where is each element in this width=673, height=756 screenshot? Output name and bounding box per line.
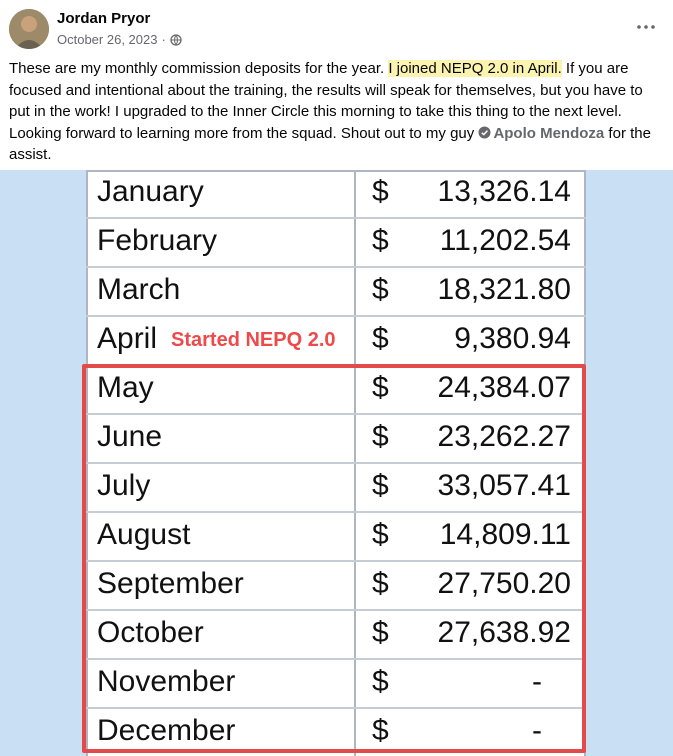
table-row bbox=[86, 268, 586, 317]
amount-value: 33,057.41 bbox=[437, 469, 571, 502]
more-horizontal-icon bbox=[637, 25, 655, 29]
month-label: February bbox=[97, 224, 218, 257]
row-annotation: Started NEPQ 2.0 bbox=[171, 329, 336, 351]
amount-value: 9,380.94 bbox=[454, 322, 571, 355]
table-row bbox=[86, 170, 586, 219]
avatar[interactable] bbox=[9, 9, 49, 49]
currency-symbol: $ bbox=[372, 175, 389, 208]
mention-name: Apolo Mendoza bbox=[493, 124, 605, 142]
month-label: December bbox=[97, 714, 236, 747]
amount-value: - bbox=[532, 665, 542, 698]
globe-icon bbox=[170, 34, 182, 46]
month-label: March bbox=[97, 273, 181, 306]
month-label: May bbox=[97, 371, 154, 404]
currency-symbol: $ bbox=[372, 714, 389, 747]
caption-highlight: I joined NEPQ 2.0 in April. bbox=[388, 60, 562, 77]
table-row bbox=[86, 219, 586, 268]
currency-symbol: $ bbox=[372, 567, 389, 600]
avatar-image bbox=[9, 9, 49, 49]
highlight-box bbox=[82, 364, 586, 753]
currency-symbol: $ bbox=[372, 322, 389, 355]
post-meta bbox=[57, 32, 182, 47]
caption-text-1: These are my monthly commission deposits for the year. bbox=[9, 60, 389, 77]
month-label: August bbox=[97, 518, 191, 551]
post-image[interactable] bbox=[0, 170, 673, 756]
amount-value: 23,262.27 bbox=[437, 420, 571, 453]
currency-symbol: $ bbox=[372, 665, 389, 698]
currency-symbol: $ bbox=[372, 469, 389, 502]
amount-value: 13,326.14 bbox=[437, 175, 571, 208]
currency-symbol: $ bbox=[372, 224, 389, 257]
caption-text-3: for the assist. bbox=[9, 124, 651, 164]
post-date[interactable]: October 26, 2023 bbox=[57, 32, 158, 47]
month-label: April bbox=[97, 322, 158, 355]
currency-symbol: $ bbox=[372, 518, 389, 551]
post-header bbox=[0, 0, 673, 56]
amount-value: 24,384.07 bbox=[437, 371, 571, 404]
currency-symbol: $ bbox=[372, 371, 389, 404]
amount-value: 27,750.20 bbox=[437, 567, 571, 600]
more-options-button[interactable] bbox=[633, 14, 659, 40]
month-label: June bbox=[97, 420, 163, 453]
amount-value: 18,321.80 bbox=[437, 273, 571, 306]
caption-text-2: If you are focused and intentional about the training, the results will speak for themselves, but you have to put in the work! I upgraded to the Inner Circle this morning to take this thing to the next level. Looking forward to learning more from the squad. Shout out to my guy bbox=[9, 60, 643, 142]
month-label: July bbox=[97, 469, 151, 502]
table-row bbox=[86, 317, 586, 366]
month-label: October bbox=[97, 616, 204, 649]
currency-symbol: $ bbox=[372, 420, 389, 453]
currency-symbol: $ bbox=[372, 616, 389, 649]
meta-separator: · bbox=[161, 32, 166, 47]
author-name[interactable]: Jordan Pryor bbox=[57, 10, 151, 27]
amount-value: 11,202.54 bbox=[439, 224, 571, 257]
amount-value: 14,809.11 bbox=[439, 518, 571, 551]
month-label: September bbox=[97, 567, 244, 600]
mention-link[interactable] bbox=[478, 125, 604, 142]
verified-icon bbox=[478, 126, 491, 139]
amount-value: 27,638.92 bbox=[437, 616, 571, 649]
currency-symbol: $ bbox=[372, 273, 389, 306]
month-label: January bbox=[97, 175, 204, 208]
amount-value: - bbox=[532, 714, 542, 747]
month-label: November bbox=[97, 665, 236, 698]
post-caption bbox=[9, 58, 665, 166]
